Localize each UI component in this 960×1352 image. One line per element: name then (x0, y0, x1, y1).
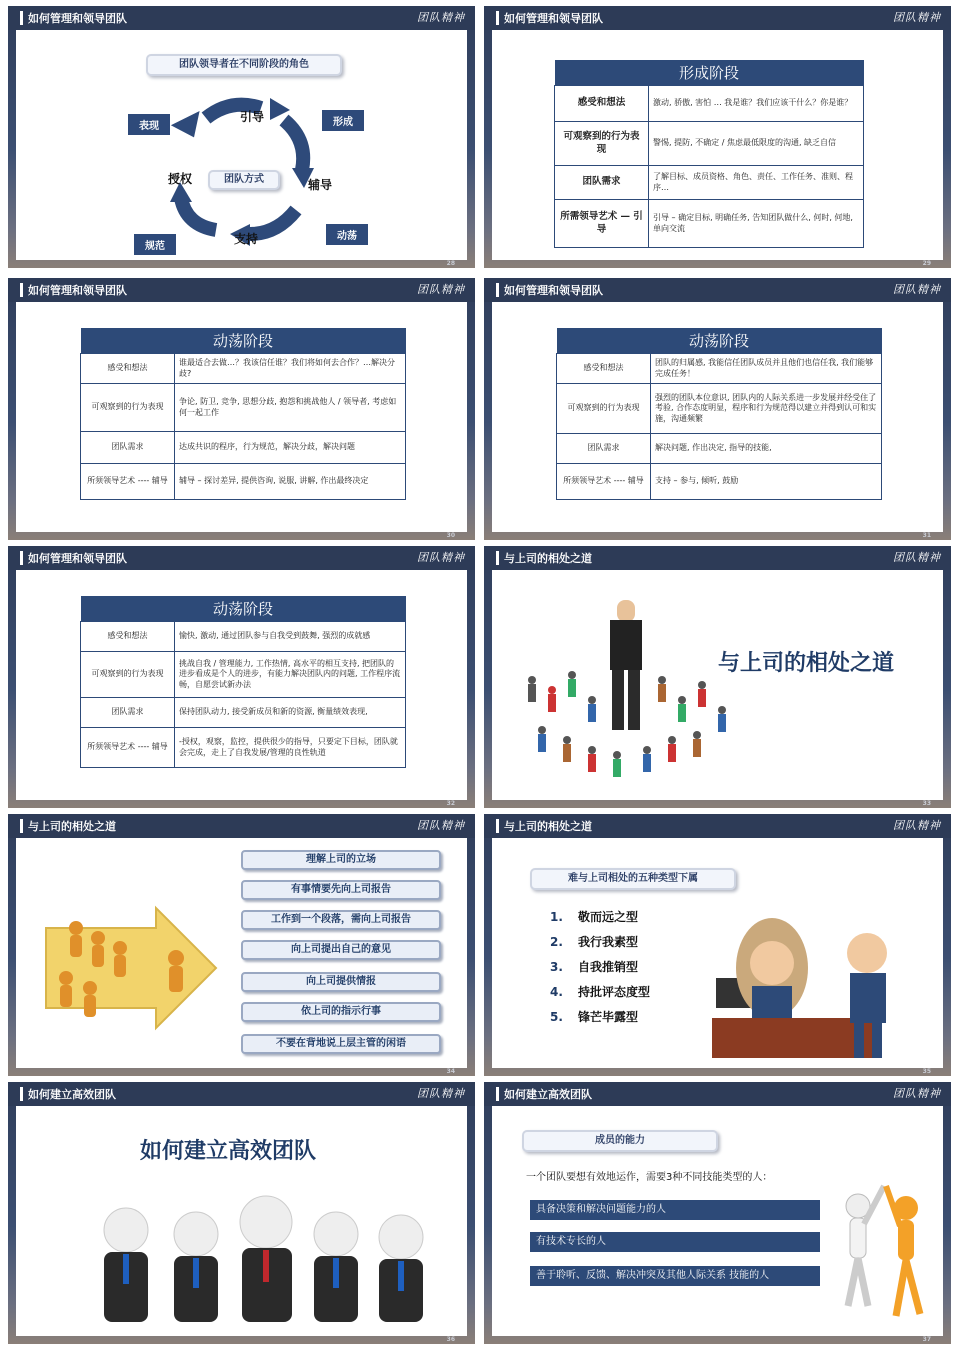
logo: 团队精神 (893, 819, 941, 832)
cycle-right-label: 辅导 (308, 178, 333, 192)
logo: 团队精神 (417, 283, 465, 296)
slide-content (492, 30, 943, 260)
stage-table (80, 596, 406, 768)
slide-header (484, 814, 951, 838)
slide-content (16, 302, 467, 532)
page-number: 36 (446, 1336, 455, 1343)
slide-title: 与上司的相处之道 (504, 820, 592, 833)
page-number: 34 (446, 1068, 455, 1075)
slide-title: 如何管理和领导团队 (28, 12, 127, 25)
page-number: 30 (446, 532, 455, 539)
slide-30[interactable] (8, 278, 475, 540)
skill-bar: 善于聆听、反馈、解决冲突及其他人际关系 技能的人 (530, 1266, 820, 1286)
table-row: 团队需求 了解目标、成员资格、角色、责任、工作任务、准则、程序… (555, 166, 864, 200)
intro-text: 一个团队要想有效地运作，需要3种不同技能类型的人： (526, 1172, 773, 1183)
table-row: 感受和想法 愉快, 激动, 通过团队参与自我受到鼓舞, 强烈的成就感 (81, 622, 406, 652)
slide-32[interactable] (8, 546, 475, 808)
page-number: 29 (922, 260, 931, 267)
page-number: 35 (922, 1068, 931, 1075)
table-row: 所须领导艺术 ---- 辅导 辅导 – 探讨差异, 提供咨询, 说服, 讲解, 作出最终决定 (81, 464, 406, 500)
table-row: 团队需求 解决问题, 作出决定, 指导的技能, (557, 434, 882, 464)
big-title: 与上司的相处之道 (718, 651, 895, 676)
cycle-left-label: 授权 (168, 172, 193, 186)
logo: 团队精神 (893, 551, 941, 564)
page-number: 28 (446, 260, 455, 267)
skill-bar: 具备决策和解决问题能力的人 (530, 1200, 820, 1220)
cycle-bottom-label: 支持 (234, 232, 259, 246)
table-row: 所需领导艺术 — 引导 引导 – 确定目标, 明确任务, 告知团队做什么, 何时, 何地, 单向交流 (555, 200, 864, 248)
slide-title: 如何管理和领导团队 (504, 12, 603, 25)
page-number: 32 (446, 800, 455, 807)
slide-37[interactable] (484, 1082, 951, 1344)
slide-34[interactable] (8, 814, 475, 1076)
slide-title: 如何建立高效团队 (28, 1088, 116, 1101)
table-row: 所须领导艺术 ---- 辅导 支持 – 参与, 倾听, 鼓励 (557, 464, 882, 500)
slide-content (492, 838, 943, 1068)
slide-content (16, 30, 467, 260)
logo: 团队精神 (417, 1087, 465, 1100)
slide-content (492, 570, 943, 800)
heading-box: 难与上司相处的五种类型下属 (530, 868, 736, 890)
list-item: 依上司的指示行事 (241, 1002, 441, 1022)
skill-bar: 有技术专长的人 (530, 1232, 820, 1252)
slide-header (484, 278, 951, 302)
slide-title: 如何管理和领导团队 (28, 552, 127, 565)
slide-header (8, 814, 475, 838)
slide-title: 与上司的相处之道 (28, 820, 116, 833)
page-number: 31 (922, 532, 931, 539)
slide-title: 如何管理和领导团队 (28, 284, 127, 297)
slide-36[interactable] (8, 1082, 475, 1344)
logo: 团队精神 (893, 11, 941, 24)
heading-box: 团队领导者在不同阶段的角色 (146, 54, 342, 76)
center-box: 团队方式 (208, 170, 280, 190)
heading-box: 成员的能力 (522, 1130, 718, 1152)
slide-31[interactable] (484, 278, 951, 540)
slide-header (8, 6, 475, 30)
slide-28[interactable] (8, 6, 475, 268)
list-item: 向上司提出自己的意见 (241, 940, 441, 960)
table-row: 所须领导艺术 ---- 辅导 -授权，观察，监控，提供很少的指导，只要定下目标，团队就会完成，走上了自我发展/管理的良性轨道 (81, 728, 406, 768)
tag-tl: 表现 (128, 114, 170, 135)
list-item: 1. 敬而远之型 (550, 910, 639, 924)
slide-33[interactable] (484, 546, 951, 808)
table-row: 团队需求 保持团队动力, 接受新成员和新的资源, 衡量绩效表现, (81, 698, 406, 728)
table-row: 感受和想法 团队的归属感, 我能信任团队成员并且他们也信任我, 我们能够完成任务！ (557, 354, 882, 384)
slide-content (492, 1106, 943, 1336)
tag-tr: 形成 (322, 110, 364, 131)
table-row: 感受和想法 谁最适合去做…？我该信任谁？我们将如何去合作？…解决分歧? (81, 354, 406, 384)
slide-header (484, 546, 951, 570)
slide-29[interactable] (484, 6, 951, 268)
slide-header (8, 546, 475, 570)
type-list (550, 908, 650, 1033)
list-item: 不要在背地说上层主管的闲语 (241, 1034, 441, 1054)
logo: 团队精神 (893, 283, 941, 296)
page-number: 33 (922, 800, 931, 807)
logo: 团队精神 (417, 551, 465, 564)
table-title: 动荡阶段 (81, 596, 406, 622)
list-item: 向上司提供情报 (241, 972, 441, 992)
table-row: 感受和想法 激动, 骄傲, 害怕 … 我是谁？我们应该干什么？你是谁？ (555, 86, 864, 122)
table-title: 动荡阶段 (81, 328, 406, 354)
cycle-arrows (16, 30, 467, 260)
stage-table (80, 328, 406, 500)
table-row: 可观察到的行为表现 争论, 防卫, 竞争, 思想分歧, 抱怨和挑战他人 / 领导者, 考虑如何一起工作 (81, 384, 406, 432)
team-figures (76, 1192, 436, 1332)
crowd-illustration (512, 590, 742, 790)
slide-header (8, 1082, 475, 1106)
stage-table (556, 328, 882, 500)
list-item: 5. 锋芒毕露型 (550, 1010, 639, 1024)
big-title: 如何建立高效团队 (140, 1139, 317, 1164)
tag-br: 动荡 (326, 224, 368, 245)
table-row: 可观察到的行为表现 警惕, 提防, 不确定 / 焦虑最低限度的沟通, 缺乏自信 (555, 122, 864, 166)
cycle-top-label: 引导 (240, 110, 265, 124)
slide-title: 如何建立高效团队 (504, 1088, 592, 1101)
slide-content (16, 838, 467, 1068)
list-item: 3. 自我推销型 (550, 960, 639, 974)
logo: 团队精神 (417, 819, 465, 832)
slide-header (8, 278, 475, 302)
boss-cartoon (702, 908, 942, 1068)
page-number: 37 (922, 1336, 931, 1343)
slide-content (16, 1106, 467, 1336)
list-item: 4. 持批评态度型 (550, 985, 651, 999)
logo: 团队精神 (893, 1087, 941, 1100)
high-five-figures (828, 1176, 938, 1326)
logo: 团队精神 (417, 11, 465, 24)
table-row: 可观察到的行为表现 强烈的团队本位意识, 团队内的人际关系进一步发展并经受住了考验, 合作态度明显，程序和行为规范得以建立并得到认可和实施，沟通频繁 (557, 384, 882, 434)
slide-content (16, 570, 467, 800)
slide-header (484, 6, 951, 30)
stage-table (554, 60, 864, 248)
tag-bl: 规范 (134, 234, 176, 255)
team-arrow-illustration (36, 888, 236, 1058)
list-item: 2. 我行我素型 (550, 935, 639, 949)
table-row: 可观察到的行为表现 挑战自我 / 管理能力, 工作热情, 高水平的相互支持, 把团队的进步看成是个人的进步，有能力解决团队内的问题, 工作程序流畅，自愿尝试新办法 (81, 652, 406, 698)
list-item: 有事情要先向上司报告 (241, 880, 441, 900)
table-title: 动荡阶段 (557, 328, 882, 354)
slide-content (492, 302, 943, 532)
list-item: 理解上司的立场 (241, 850, 441, 870)
table-title: 形成阶段 (555, 60, 864, 86)
list-item: 工作到一个段落，需向上司报告 (241, 910, 441, 930)
table-row: 团队需求 达成共识的程序，行为规范，解决分歧，解决问题 (81, 432, 406, 464)
slide-35[interactable] (484, 814, 951, 1076)
slide-header (484, 1082, 951, 1106)
slide-title: 如何管理和领导团队 (504, 284, 603, 297)
slide-title: 与上司的相处之道 (504, 552, 592, 565)
